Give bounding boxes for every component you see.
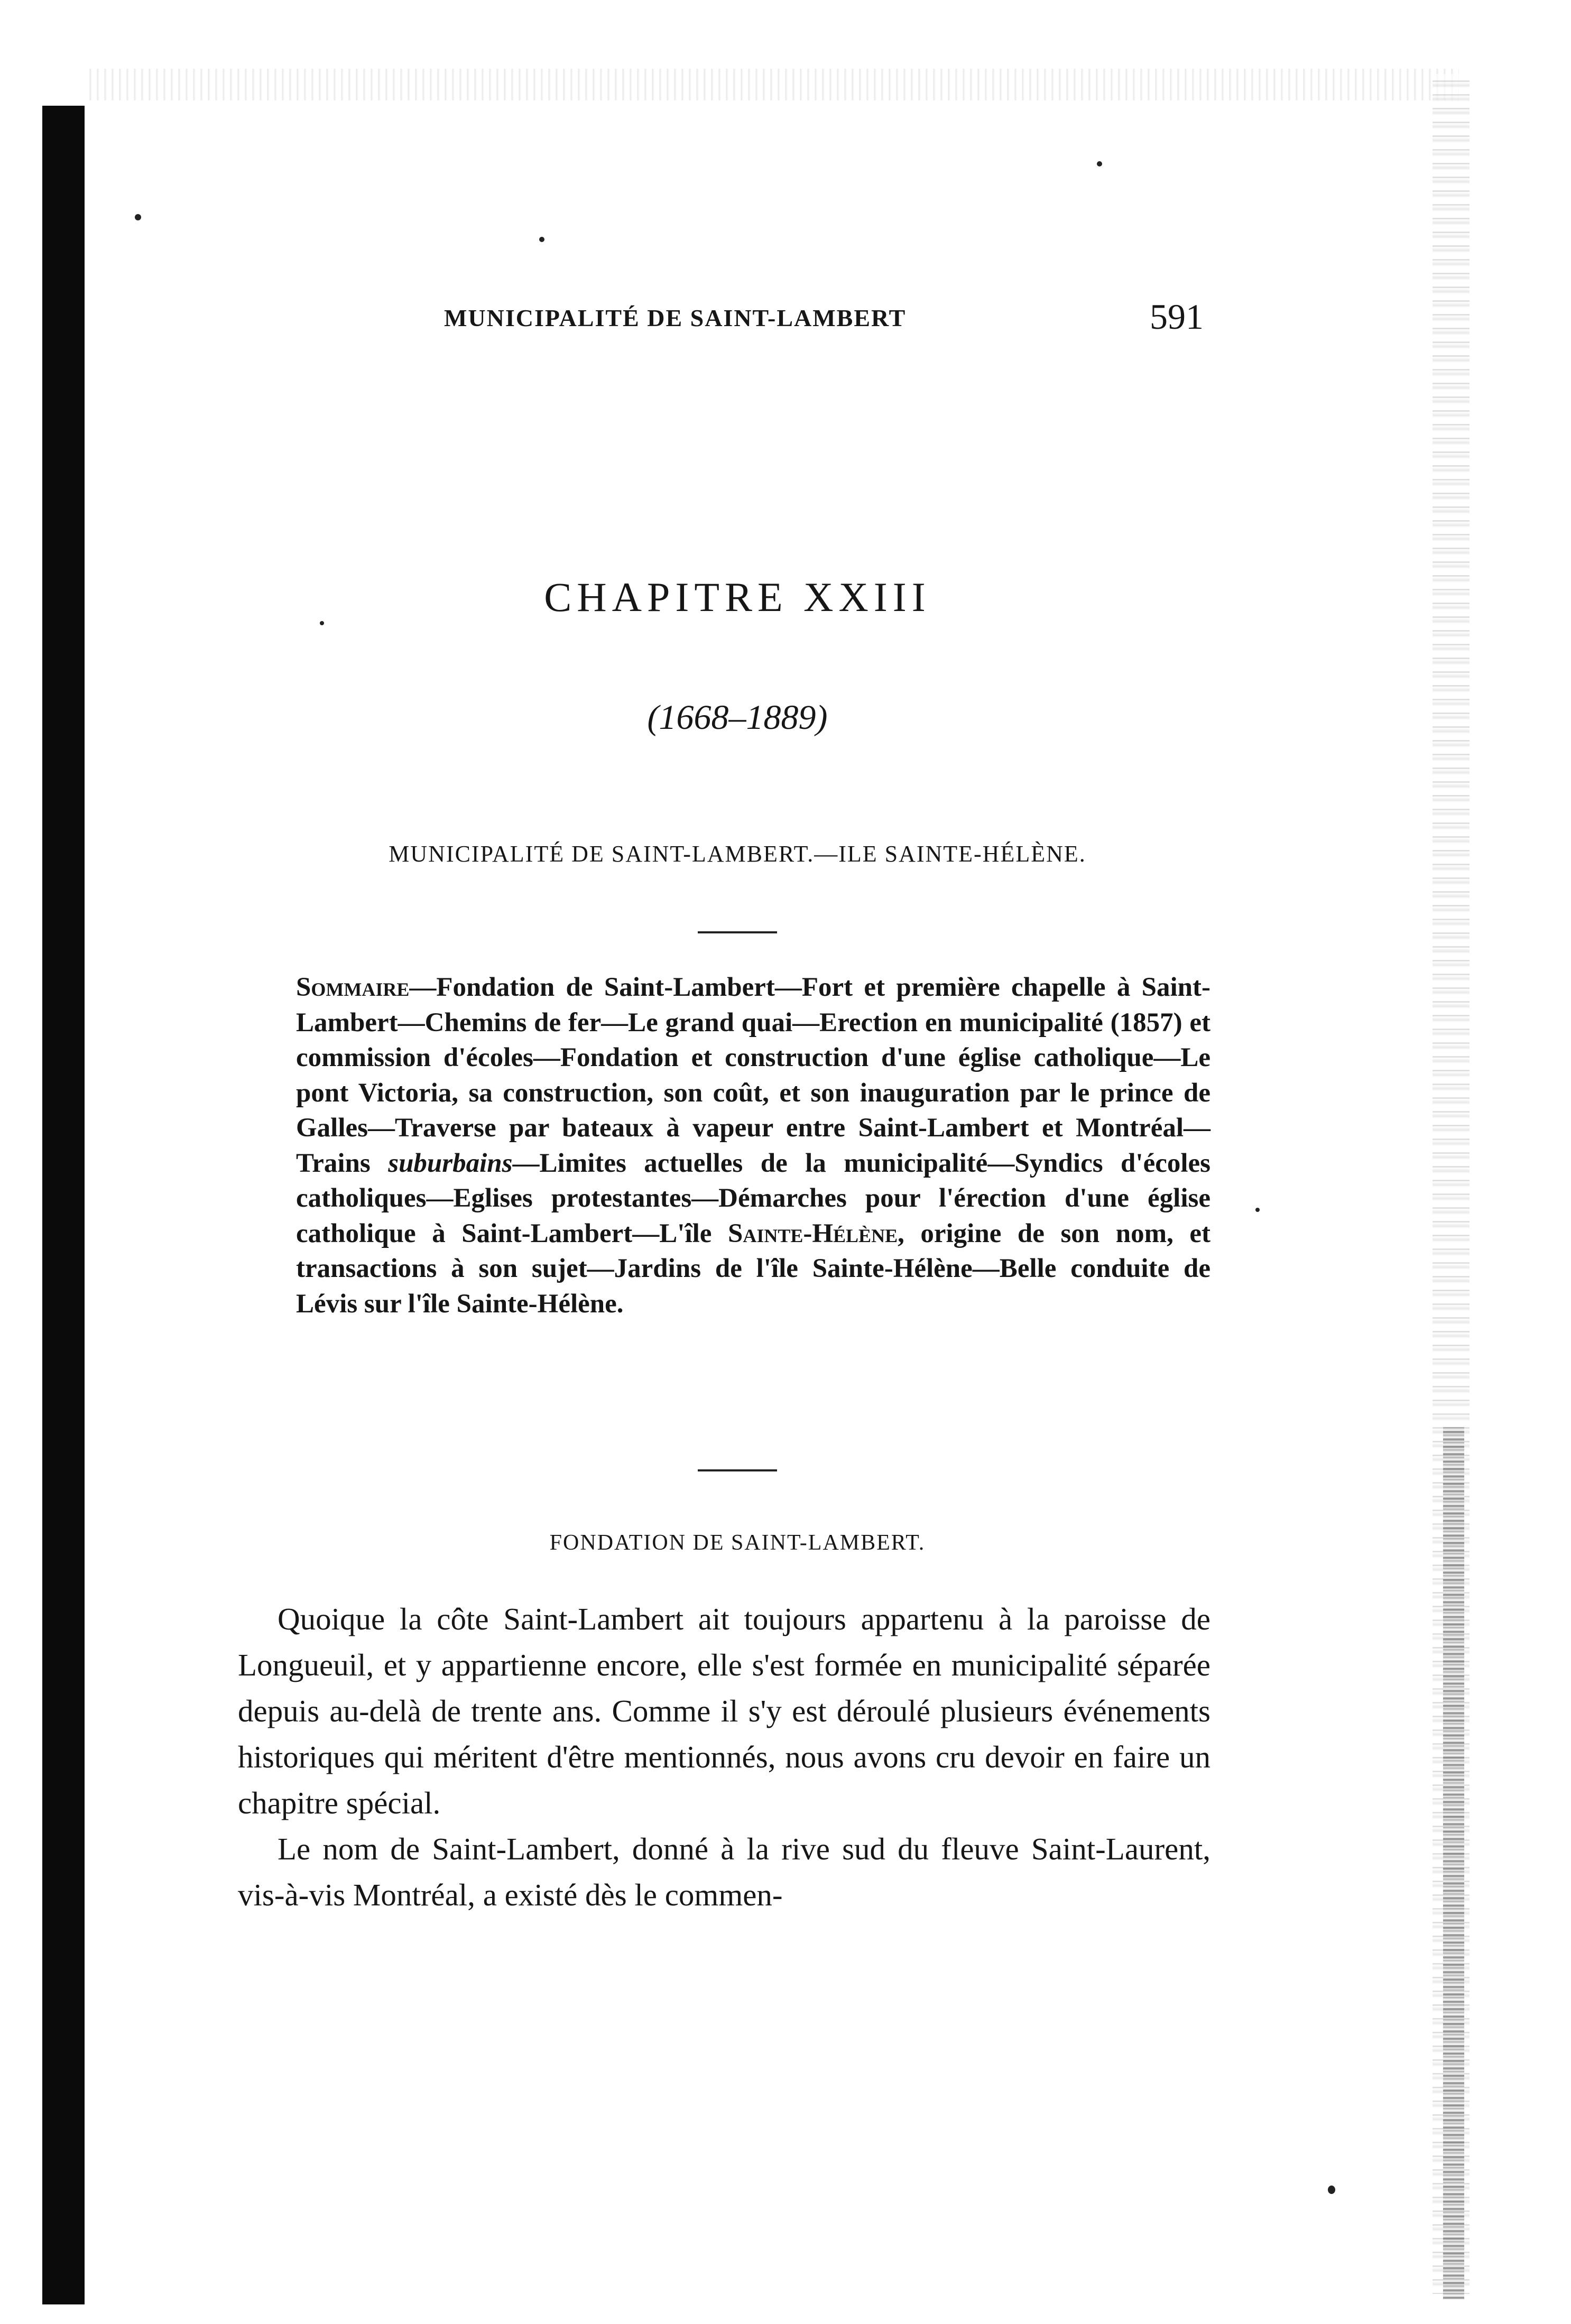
binding-shadow [42, 106, 85, 2304]
running-head: MUNICIPALITÉ DE SAINT-LAMBERT [444, 304, 907, 331]
ink-speck [320, 621, 324, 625]
summary-small-caps-name: Sainte-Hélène [727, 1218, 898, 1248]
summary-lead: Sommaire [296, 973, 410, 1002]
chapter-summary [296, 970, 1210, 1321]
subsection-heading: FONDATION DE SAINT-LAMBERT. [549, 1531, 926, 1555]
summary-text-before: —Fondation de Saint-Lambert—Fort et première chapelle à Saint-Lambert—Chemins de fer—Le grand quai—Erection en municipalité (1857) et commission d'écoles—Fondation et construction d'une église catholique—Le pont Victoria, sa construction, son coût, et son inauguration par le prince de Galles—Traverse par bateaux à vapeur entre Saint-Lambert et Montréal—Trains [296, 973, 1210, 1178]
body-text [238, 1596, 1210, 1918]
top-page-edge [85, 69, 1459, 100]
right-page-edge-dark [1443, 1427, 1464, 2299]
section-heading: MUNICIPALITÉ DE SAINT-LAMBERT.—ILE SAINTE-HÉLÈNE. [389, 841, 1086, 867]
page-number: 591 [1150, 297, 1204, 337]
ink-speck [135, 214, 141, 220]
chapter-title: CHAPITRE XXIII [544, 574, 931, 620]
divider-rule [698, 1469, 777, 1471]
paragraph: Le nom de Saint-Lambert, donné à la rive sud du fleuve Saint-Laurent, vis-à-vis Montréal, a existé dès le commen- [238, 1831, 1210, 1912]
ink-speck [1328, 2186, 1335, 2194]
paragraph: Quoique la côte Saint-Lambert ait toujours appartenu à la paroisse de Longueuil, et y appartienne encore, elle s'est formée en municipalité séparée depuis au-delà de trente ans. Comme il s'y est déroulé plusieurs événements historiques qui méritent d'être mentionnés, nous avons cru devoir en faire un chapitre spécial. [238, 1601, 1210, 1820]
ink-speck [1097, 161, 1102, 166]
ink-speck [1255, 1208, 1260, 1212]
divider-rule [698, 931, 777, 933]
summary-text-after: , origine de son nom, et transactions à son sujet—Jardins de l'île Sainte-Hélène—Belle conduite de Lévis sur l'île Sainte-Hélène. [296, 1218, 1210, 1319]
ink-speck [539, 237, 544, 242]
chapter-dates: (1668–1889) [647, 698, 828, 737]
summary-italic-word: suburbains [388, 1148, 513, 1178]
summary-text-middle: —Limites actuelles de la municipalité—Syndics d'écoles catholiques—Eglises protestantes—Démarches pour l'érection d'une église catholique à Saint-Lambert—L'île [296, 1148, 1210, 1248]
